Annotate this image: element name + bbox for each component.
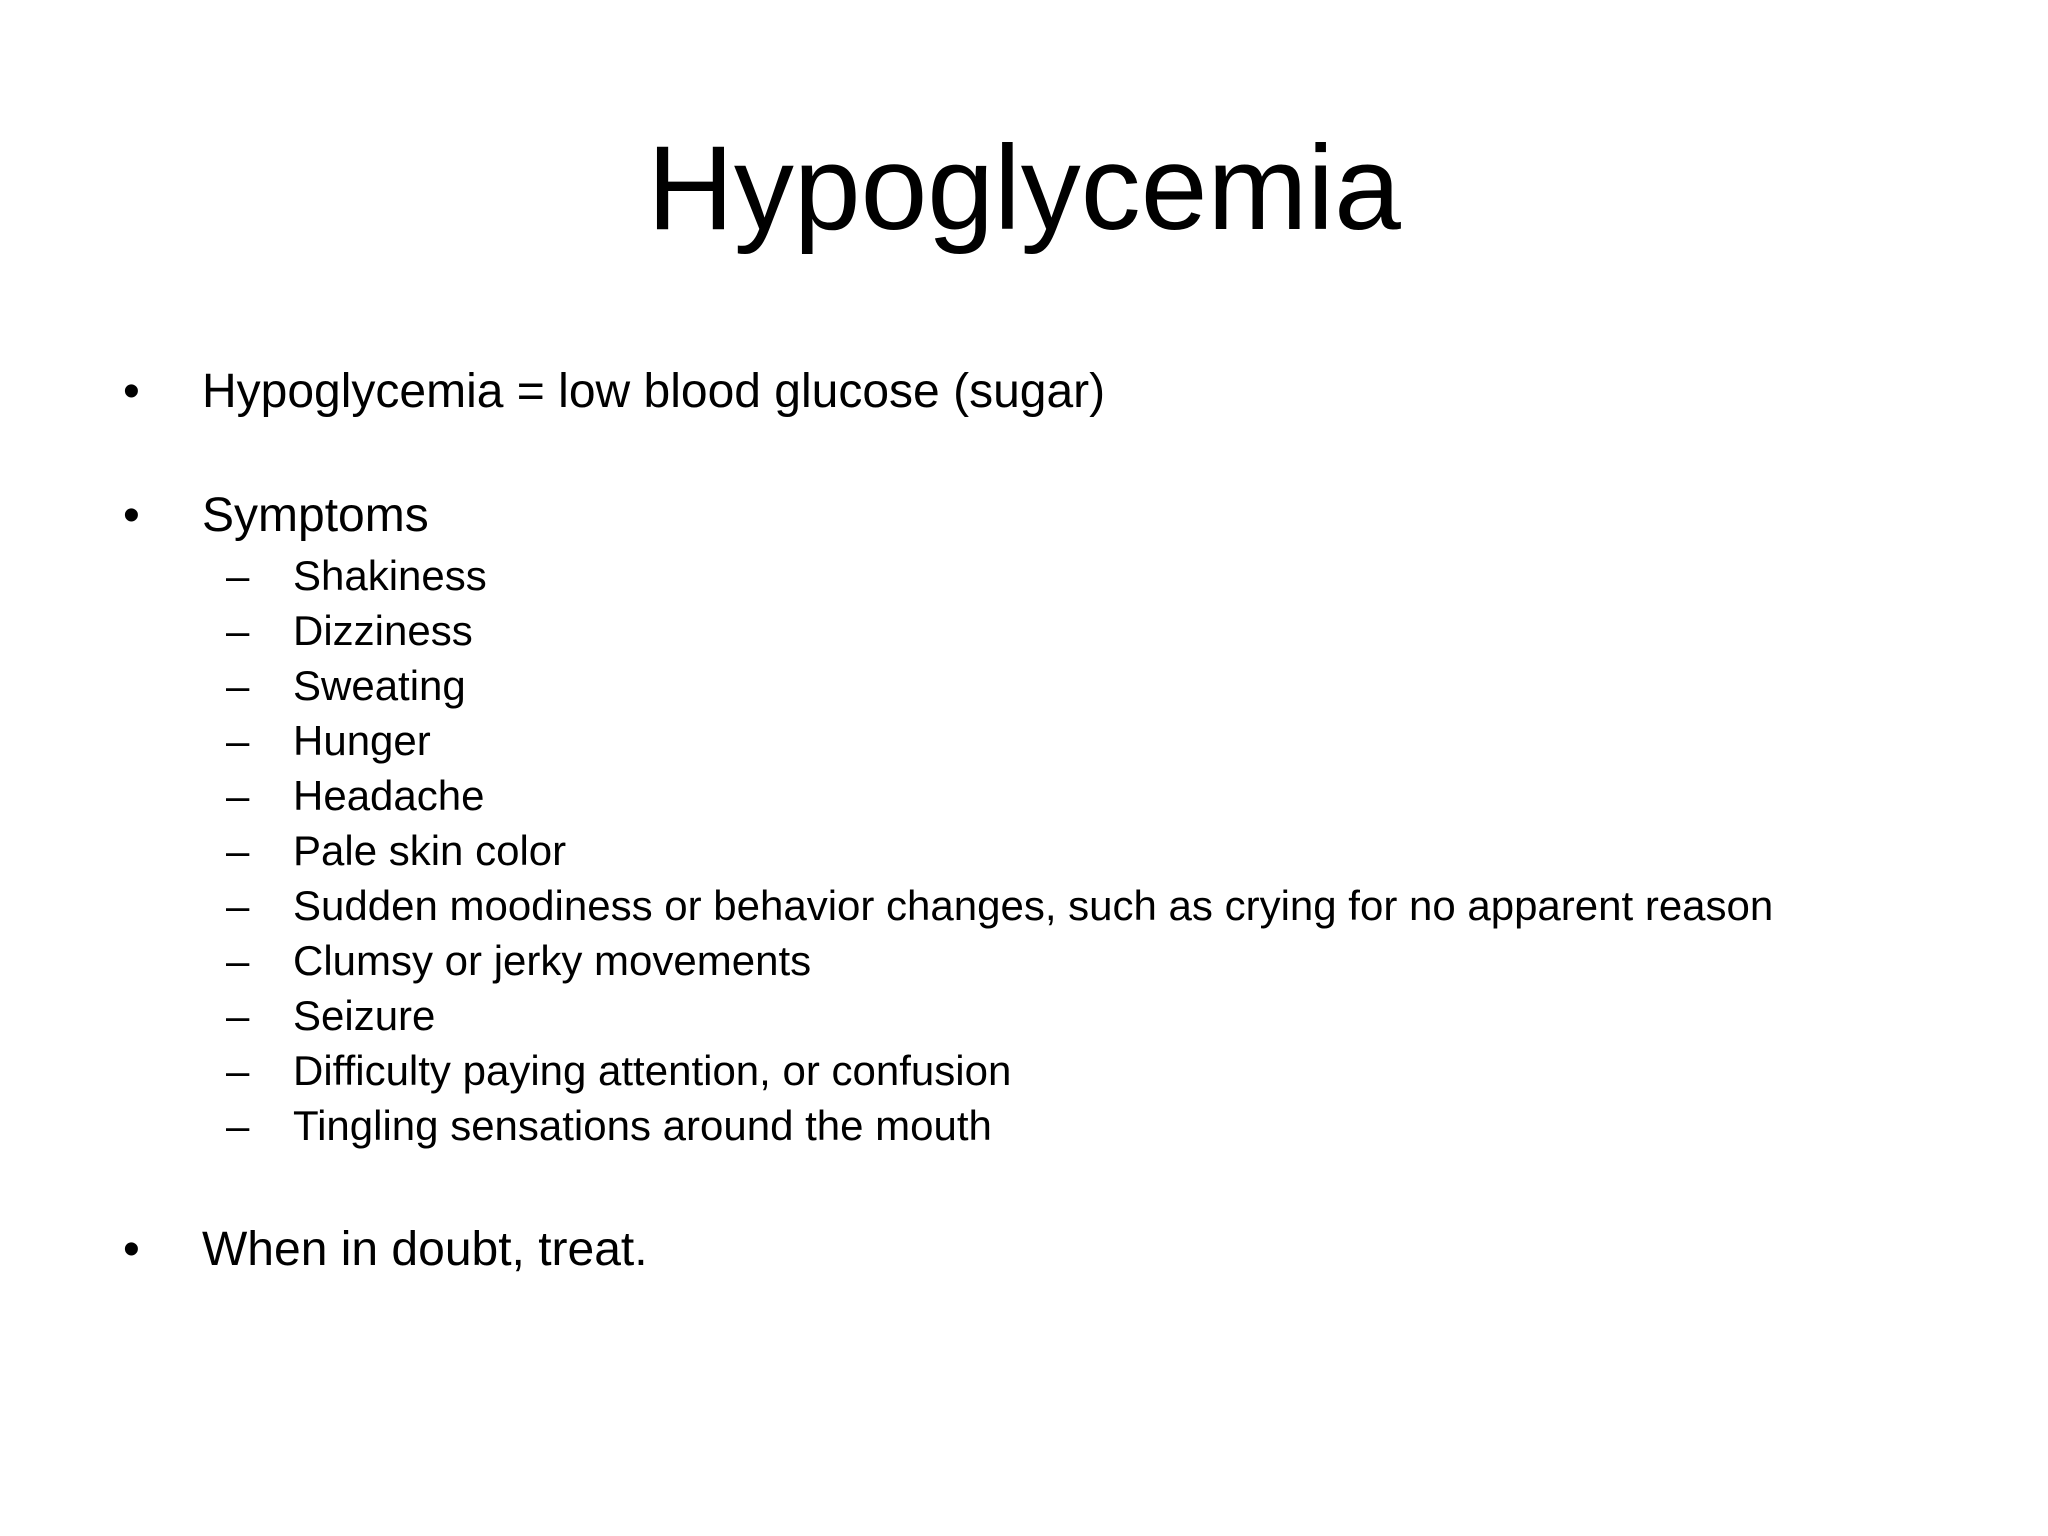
symptoms-heading: Symptoms [202, 489, 429, 542]
symptom-text: Clumsy or jerky movements [293, 937, 812, 984]
symptom-text: Tingling sensations around the mouth [293, 1102, 992, 1149]
dash-marker: – [226, 937, 250, 984]
dash-marker: – [226, 882, 250, 929]
closing-text: When in doubt, treat. [202, 1223, 648, 1276]
symptom-text: Dizziness [293, 607, 473, 654]
dash-marker: – [226, 992, 250, 1039]
symptom-text: Shakiness [293, 552, 487, 599]
symptom-text: Sweating [293, 662, 466, 709]
dash-marker: – [226, 717, 250, 764]
symptom-text: Pale skin color [293, 827, 567, 874]
symptom-text: Seizure [293, 992, 436, 1039]
symptom-text: Hunger [293, 717, 431, 764]
symptom-text: Headache [293, 772, 485, 819]
definition-text: Hypoglycemia = low blood glucose (sugar) [202, 365, 1106, 418]
bullet-marker: • [123, 489, 140, 542]
slide-title: Hypoglycemia [647, 121, 1401, 255]
symptom-text: Sudden moodiness or behavior changes, such as crying for no apparent reason [293, 882, 1774, 929]
dash-marker: – [226, 552, 250, 599]
dash-marker: – [226, 607, 250, 654]
dash-marker: – [226, 827, 250, 874]
bullet-marker: • [123, 1223, 140, 1276]
dash-marker: – [226, 1102, 250, 1149]
symptom-text: Difficulty paying attention, or confusion [293, 1047, 1012, 1094]
bullet-marker: • [123, 365, 140, 418]
dash-marker: – [226, 662, 250, 709]
dash-marker: – [226, 1047, 250, 1094]
dash-marker: – [226, 772, 250, 819]
